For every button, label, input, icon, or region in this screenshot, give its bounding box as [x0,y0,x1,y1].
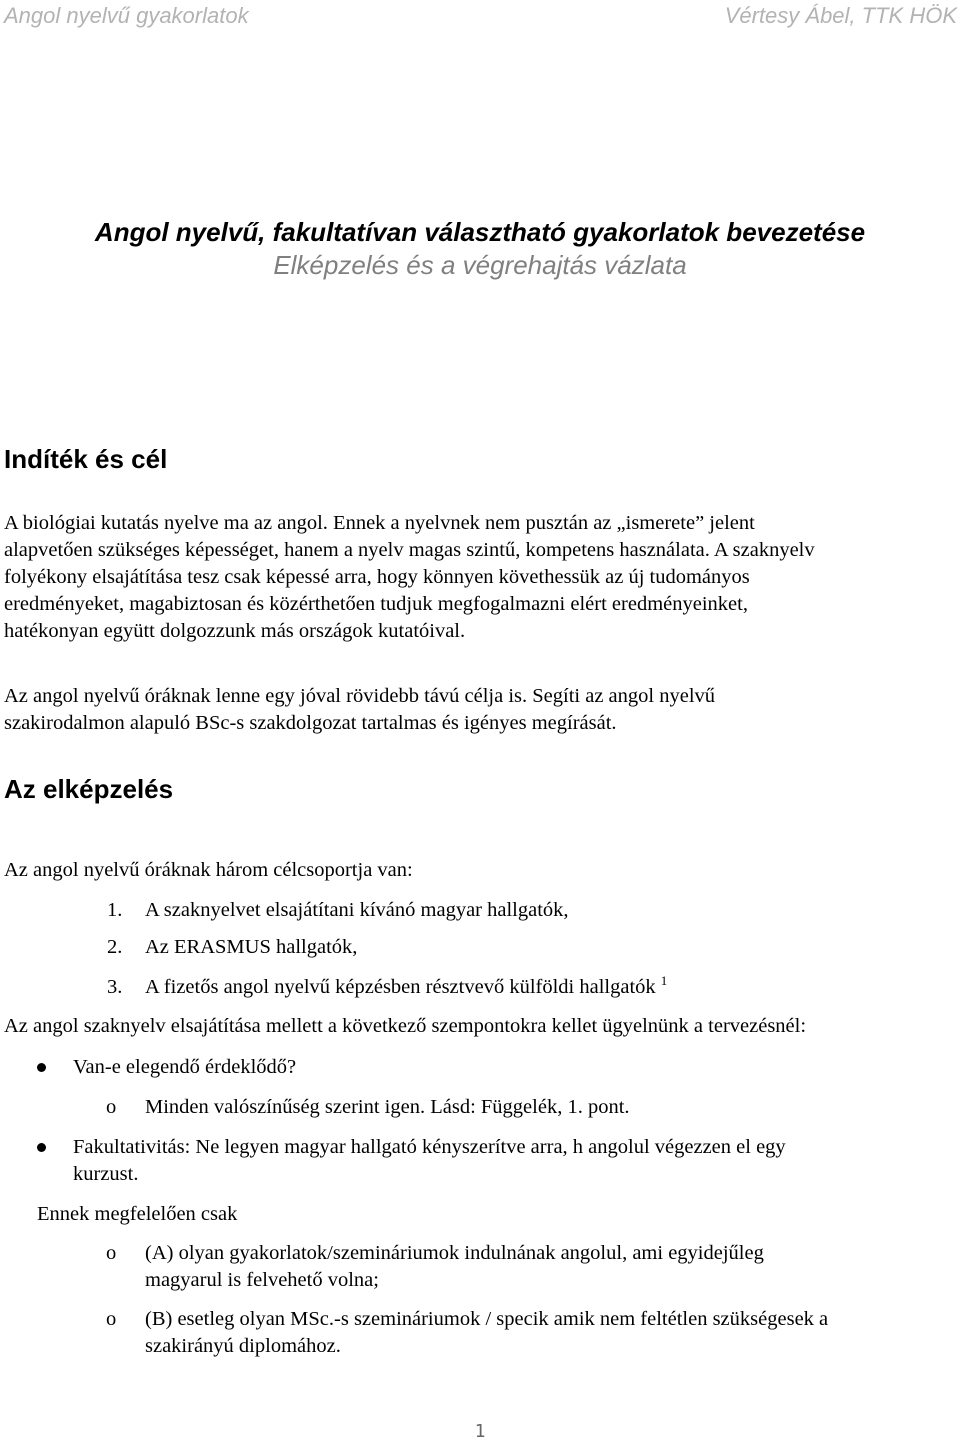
circle-bullet-icon: o [106,1308,117,1330]
paragraph-line: szakirodalmon alapuló BSc-s szakdolgozat tartalmas és igényes megírását. [4,712,617,734]
paragraph-line: Az angol nyelvű óráknak lenne egy jóval rövidebb távú célja is. Segíti az angol nyelvű [4,685,716,707]
list-number: 1. [107,899,123,921]
list-item: A szaknyelvet elsajátítani kívánó magyar hallgatók, [145,899,569,921]
bullet-item: Van-e elegendő érdeklődő? [73,1056,297,1078]
list-item-text: A fizetős angol nyelvű képzésben résztvevő külföldi hallgatók [145,976,656,998]
sub-bullet-item: Minden valószínűség szerint igen. Lásd: Függelék, 1. pont. [145,1096,630,1118]
document-title: Angol nyelvű, fakultatívan választható gyakorlatok bevezetése [94,217,866,247]
list-item [145,974,667,1001]
list-item: Az ERASMUS hallgatók, [145,936,358,958]
document-subtitle: Elképzelés és a végrehajtás vázlata [273,250,687,280]
paragraph-line: A biológiai kutatás nyelve ma az angol. Ennek a nyelvnek nem pusztán az „ismerete” jelent [4,512,755,534]
option-a-line: magyarul is felvehető volna; [145,1269,379,1291]
section-heading-concept: Az elképzelés [4,774,174,804]
circle-bullet-icon: o [106,1096,117,1118]
section-heading-motivation: Indíték és cél [4,444,168,474]
accordingly-paragraph: Ennek megfelelően csak [37,1203,238,1225]
bullet-icon [37,1143,46,1152]
running-header-left: Angol nyelvű gyakorlatok [4,3,249,28]
bullet-item-continuation: kurzust. [73,1163,139,1185]
option-b-line: (B) esetleg olyan MSc.-s szemináriumok / specik amik nem feltétlen szükségesek a [145,1308,829,1330]
bullet-icon [37,1063,46,1072]
paragraph-line: folyékony elsajátítása tesz csak képessé arra, hogy könnyen követhessük az új tudományos [4,566,750,588]
paragraph-line: alapvetően szükséges képességet, hanem a nyelv magas szintű, kompetens használata. A szaknyelv [4,539,815,561]
list-number: 3. [107,976,123,998]
target-groups-intro: Az angol nyelvű óráknak három célcsoportja van: [4,859,413,881]
circle-bullet-icon: o [106,1242,117,1264]
bullet-item: Fakultativitás: Ne legyen magyar hallgató kényszerítve arra, h angolul végezzen el egy [73,1136,786,1158]
considerations-paragraph: Az angol szaknyelv elsajátítása mellett a következő szempontokra kellet ügyelnünk a tervezésnél: [4,1015,807,1037]
footnote-marker: 1 [660,973,668,989]
running-header-right: Vértesy Ábel, TTK HÖK [724,3,957,28]
list-number: 2. [107,936,123,958]
option-a-line: (A) olyan gyakorlatok/szemináriumok indulnának angolul, ami egyidejűleg [145,1242,764,1264]
page-number: 1 [474,1421,486,1442]
paragraph-line: hatékonyan együtt dolgozzunk más országok kutatóival. [4,620,466,642]
paragraph-line: eredményeket, magabiztosan és közérthetően tudjuk megfogalmazni elért eredményeinket, [4,593,748,615]
option-b-line: szakirányú diplomához. [145,1335,341,1357]
